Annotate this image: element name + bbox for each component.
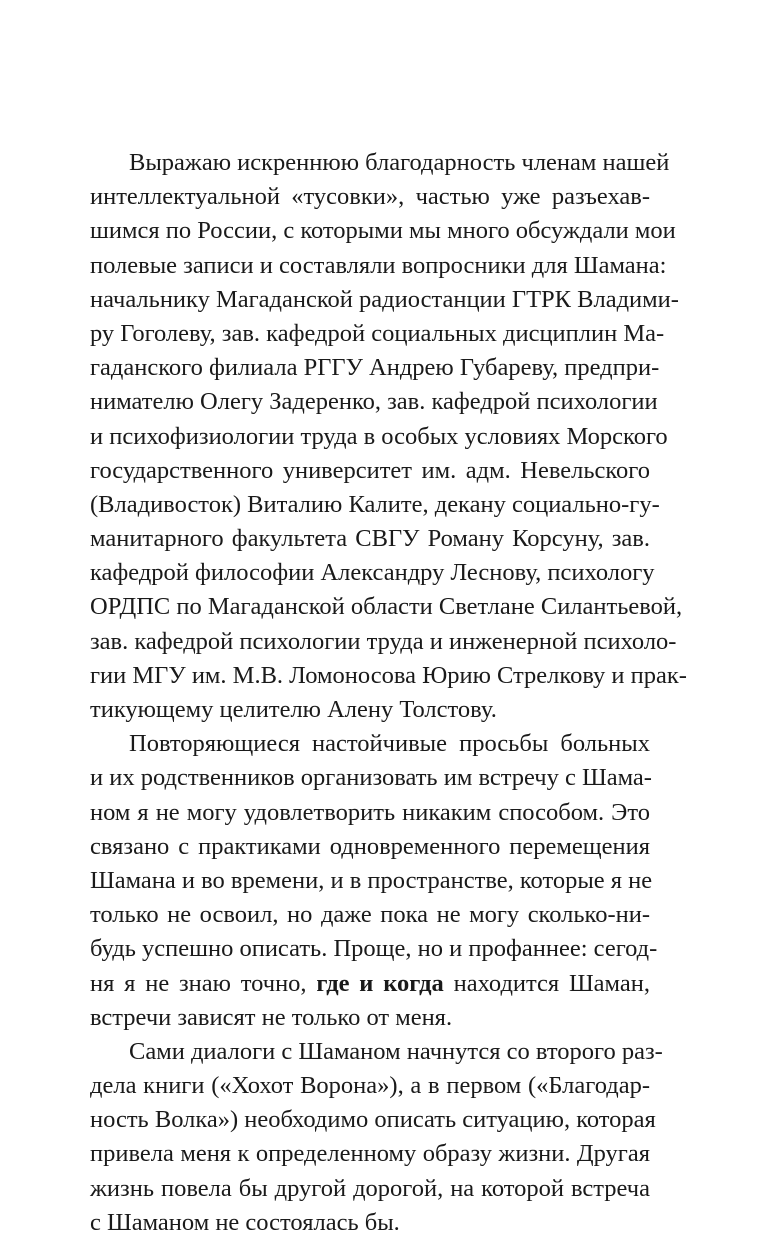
text-line — [90, 351, 660, 385]
text-line — [90, 625, 677, 659]
text-line — [90, 590, 683, 624]
text-segment: Шамана и во времени, и в пространстве, которые я не — [90, 866, 653, 894]
text-line — [90, 454, 650, 488]
emphasis-text: где и когда — [316, 969, 444, 997]
text-segment: Повторяющиеся настойчивые просьбы больных — [129, 730, 650, 758]
text-line — [90, 522, 650, 556]
text-segment: зав. кафедрой психологии труда и инженерной психоло- — [90, 627, 677, 655]
text-line — [90, 1137, 650, 1171]
text-line — [90, 283, 679, 317]
text-line — [90, 146, 670, 180]
text-segment: связано с практиками одновременного перемещения — [90, 832, 650, 860]
text-line — [90, 727, 650, 761]
text-line — [90, 1103, 656, 1137]
paragraph — [90, 727, 658, 1035]
text-segment: только не освоил, но даже пока не могу сколько-ни- — [90, 901, 650, 929]
text-line — [90, 1001, 650, 1035]
text-line — [90, 796, 650, 830]
text-segment: дела книги («Хохот Ворона»), а в первом («Благодар- — [90, 1072, 650, 1100]
text-line — [90, 317, 665, 351]
body-text — [90, 146, 687, 1240]
text-line — [90, 1172, 650, 1206]
text-segment: ру Гоголеву, зав. кафедрой социальных дисциплин Ма- — [90, 319, 665, 347]
text-line — [90, 932, 658, 966]
text-segment: ном я не могу удовлетворить никаким способом. Это — [90, 798, 650, 826]
text-line — [90, 864, 653, 898]
text-segment: встречи зависят не только от меня. — [90, 1003, 453, 1031]
text-segment: интеллектуальной «тусовки», частью уже разъехав- — [90, 183, 650, 211]
text-line — [90, 214, 676, 248]
text-segment: ность Волка») необходимо описать ситуацию, которая — [90, 1106, 656, 1134]
text-line — [90, 659, 687, 693]
paragraph — [90, 146, 687, 727]
text-line — [90, 180, 650, 214]
text-segment: Сами диалоги с Шаманом начнутся со второго раз- — [129, 1037, 663, 1065]
text-segment: государственного университет им. адм. Невельского — [90, 456, 650, 484]
text-segment: ня я не знаю точно, — [90, 969, 317, 997]
paragraph — [90, 1035, 663, 1240]
text-segment: гаданского филиала РГГУ Андрею Губареву, предпри- — [90, 354, 660, 382]
text-segment: кафедрой философии Александру Леснову, психологу — [90, 559, 655, 587]
text-line — [90, 1069, 650, 1103]
text-line — [90, 1035, 663, 1069]
text-line — [90, 898, 650, 932]
text-line — [90, 967, 650, 1001]
text-segment: тикующему целителю Алену Толстову. — [90, 696, 497, 723]
text-line — [90, 420, 668, 454]
text-segment: будь успешно описать. Проще, но и профаннее: сегод- — [90, 935, 658, 963]
text-segment: нимателю Олегу Задеренко, зав. кафедрой психологии — [90, 388, 658, 416]
text-segment: и их родственников организовать им встречу с Шама- — [90, 764, 652, 792]
text-segment: и психофизиологии труда в особых условиях Морского — [90, 422, 668, 450]
text-line — [90, 761, 650, 795]
text-line — [90, 249, 667, 283]
text-segment: шимся по России, с которыми мы много обсуждали мои — [90, 217, 676, 245]
text-segment: с Шаманом не состоялась бы. — [90, 1208, 400, 1236]
text-segment: полевые записи и составляли вопросники для Шамана: — [90, 251, 667, 279]
text-segment: жизнь повела бы другой дорогой, на которой встреча — [90, 1174, 650, 1202]
text-line — [90, 385, 658, 419]
text-segment: манитарного факультета СВГУ Роману Корсуну, зав. — [90, 525, 650, 553]
text-segment: гии МГУ им. М.В. Ломоносова Юрию Стрелкову и прак- — [90, 661, 687, 689]
text-line — [90, 556, 655, 590]
text-segment: начальнику Магаданской радиостанции ГТРК Владими- — [90, 285, 679, 313]
text-segment: находится Шаман, — [443, 969, 650, 997]
text-segment: привела меня к определенному образу жизни. Другая — [90, 1140, 650, 1168]
text-line — [90, 830, 650, 864]
text-line — [90, 488, 660, 522]
text-line — [90, 693, 650, 727]
text-line — [90, 1206, 650, 1240]
text-segment: (Владивосток) Виталию Калите, декану социально-гу- — [90, 490, 660, 518]
text-segment: Выражаю искреннюю благодарность членам нашей — [129, 149, 670, 176]
text-segment: ОРДПС по Магаданской области Светлане Силантьевой, — [90, 593, 683, 621]
